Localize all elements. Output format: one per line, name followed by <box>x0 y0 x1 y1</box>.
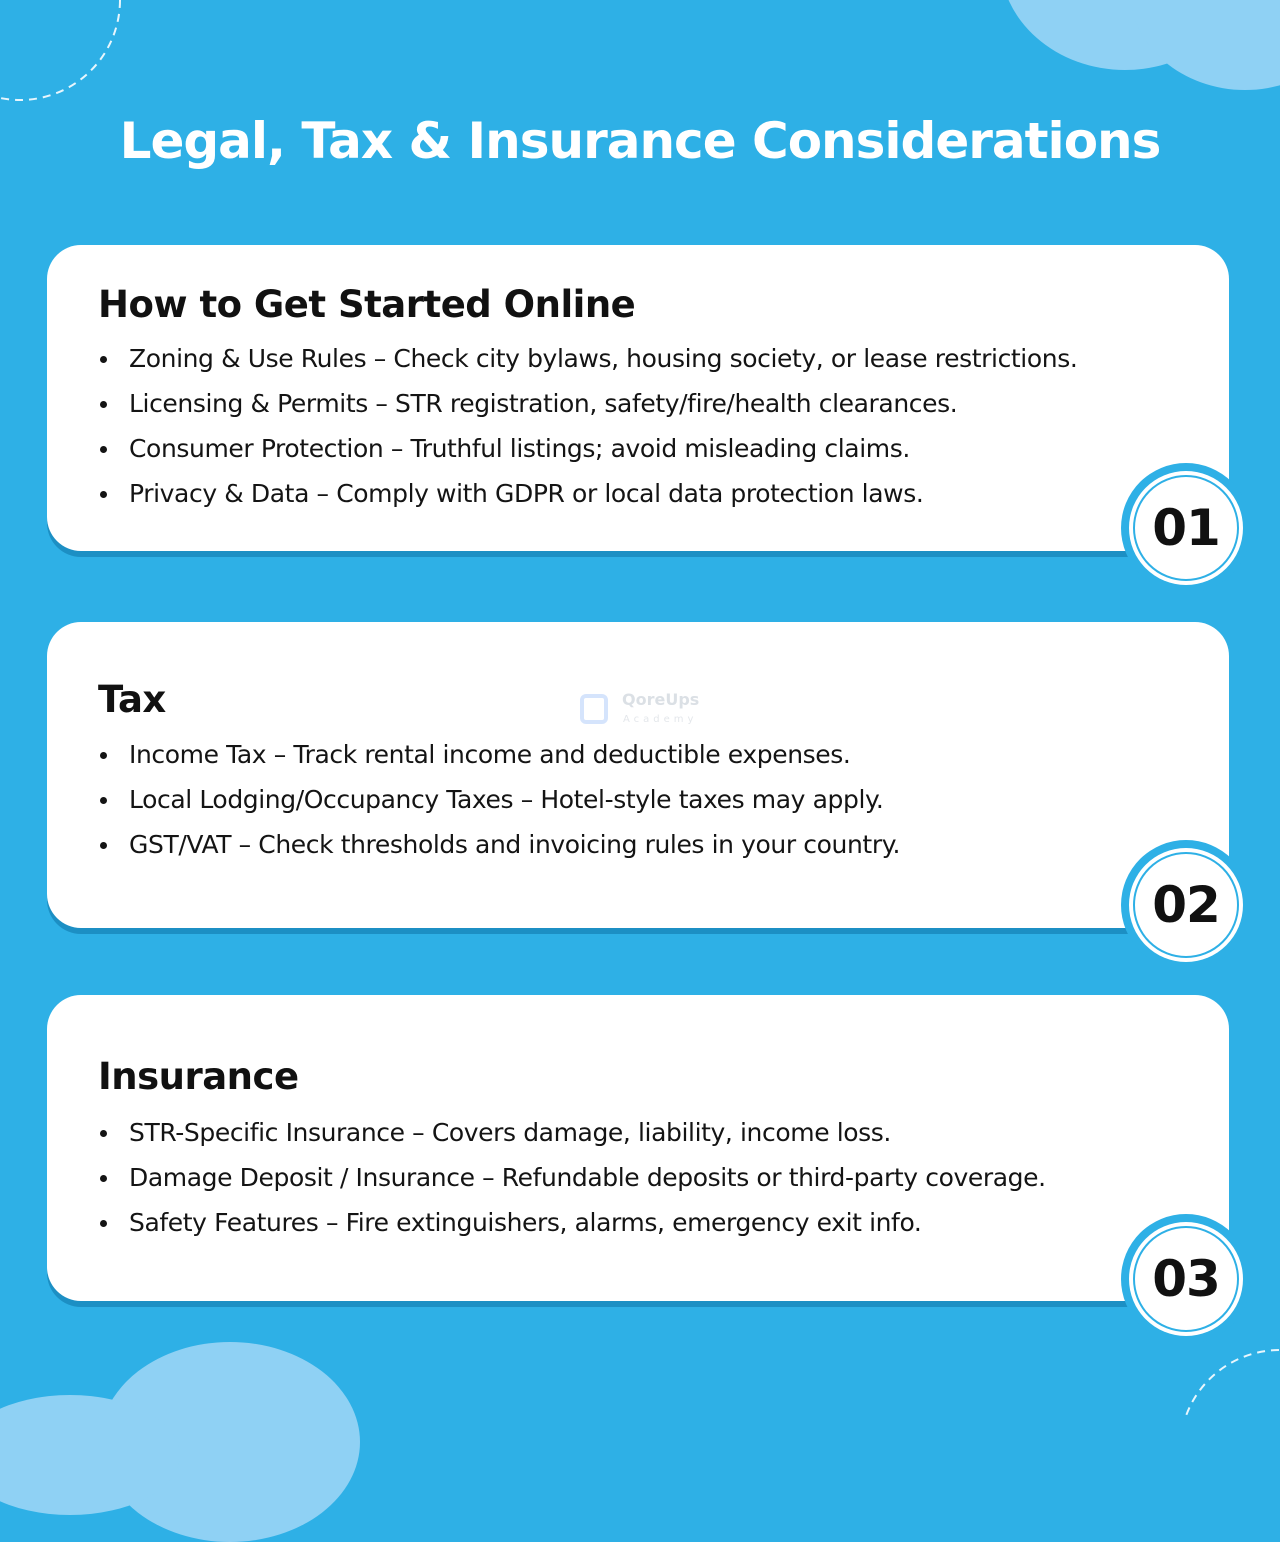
section-number-badge <box>1121 840 1251 970</box>
logo-mark-icon <box>580 694 608 724</box>
section-heading: How to Get Started Online <box>98 283 636 326</box>
section-number: 01 <box>1133 475 1239 581</box>
page-title: Legal, Tax & Insurance Considerations <box>119 112 1161 170</box>
section-number: 03 <box>1133 1226 1239 1332</box>
section-number-badge <box>1121 1214 1251 1344</box>
section-heading: Tax <box>98 678 166 721</box>
list-item: Safety Features – Fire extinguishers, alarms, emergency exit info. <box>98 1207 1046 1252</box>
section-number: 02 <box>1133 852 1239 958</box>
list-item: Damage Deposit / Insurance – Refundable deposits or third-party coverage. <box>98 1162 1046 1207</box>
bullet-list <box>98 739 900 874</box>
section-number-badge <box>1121 463 1251 593</box>
section-heading: Insurance <box>98 1055 299 1098</box>
list-item: STR-Specific Insurance – Covers damage, liability, income loss. <box>98 1117 1046 1162</box>
list-item: Income Tax – Track rental income and deductible expenses. <box>98 739 900 784</box>
dashed-arc-bottom-right <box>1170 1340 1280 1419</box>
watermark-name: QoreUps <box>622 690 700 709</box>
list-item: Consumer Protection – Truthful listings; avoid misleading claims. <box>98 433 1077 478</box>
dashed-arc-top-left <box>0 0 130 110</box>
watermark-subtitle: Academy <box>623 714 698 725</box>
decorative-cloud-top-right-2 <box>1130 0 1280 90</box>
list-item: Privacy & Data – Comply with GDPR or local data protection laws. <box>98 478 1077 523</box>
list-item: Local Lodging/Occupancy Taxes – Hotel-style taxes may apply. <box>98 784 900 829</box>
section-card-insurance <box>47 995 1229 1301</box>
list-item: Licensing & Permits – STR registration, safety/fire/health clearances. <box>98 388 1077 433</box>
list-item: Zoning & Use Rules – Check city bylaws, housing society, or lease restrictions. <box>98 343 1077 388</box>
list-item: GST/VAT – Check thresholds and invoicing rules in your country. <box>98 829 900 874</box>
section-card-legal <box>47 245 1229 551</box>
watermark-logo <box>580 690 710 730</box>
bullet-list <box>98 343 1077 523</box>
bullet-list <box>98 1117 1046 1252</box>
section-card-tax <box>47 622 1229 928</box>
